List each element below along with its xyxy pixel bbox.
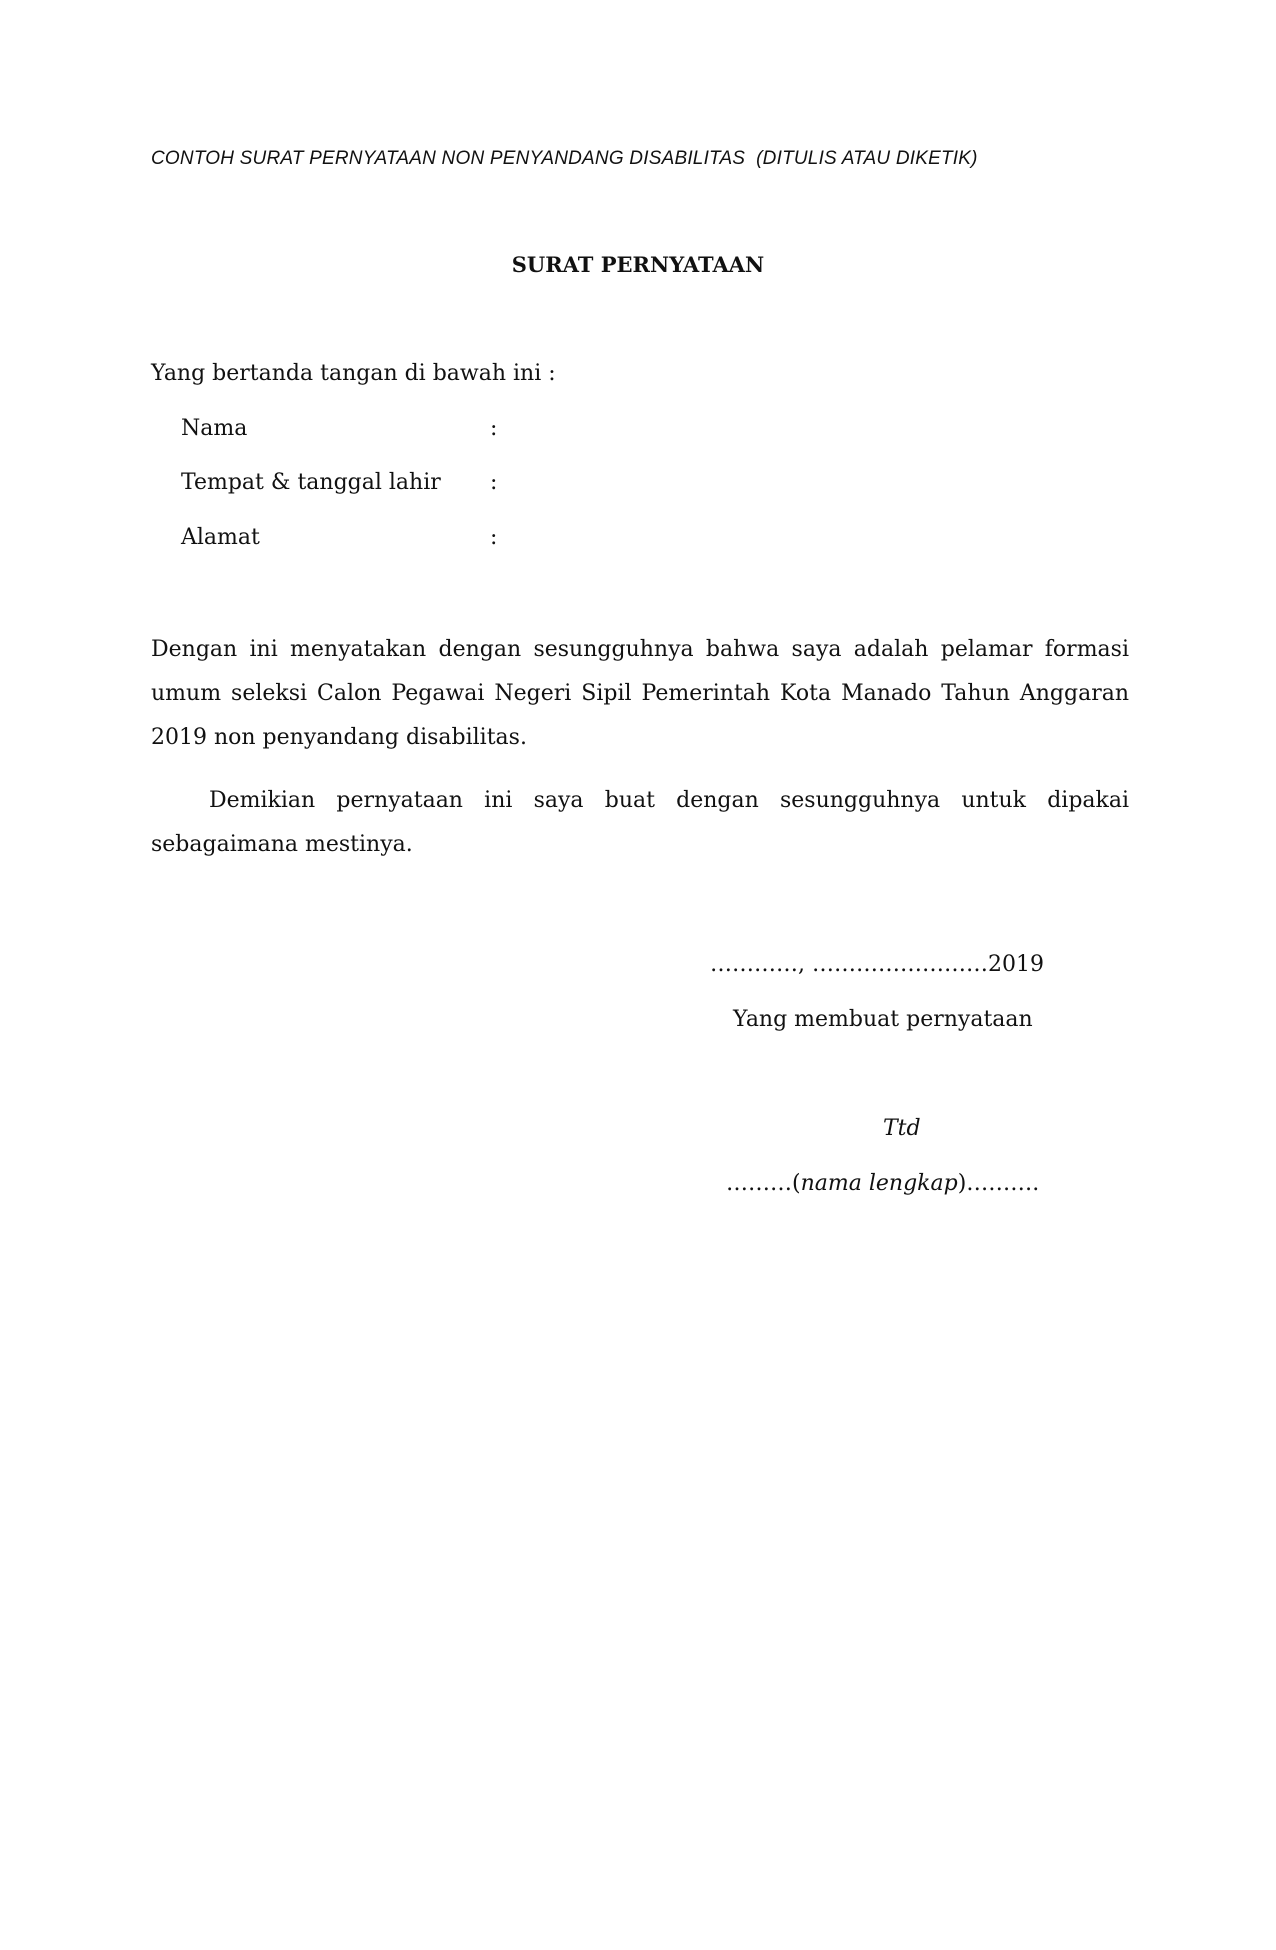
signature-maker-label: Yang membuat pernyataan [733, 1007, 1033, 1032]
header-note: CONTOH SURAT PERNYATAAN NON PENYANDANG DISABILITAS (DITULIS ATAU DIKETIK) [151, 148, 978, 169]
field-row-alamat [181, 525, 581, 555]
field-colon: : [490, 470, 498, 495]
statement-paragraph: Dengan ini menyatakan dengan sesungguhnya bahwa saya adalah pelamar formasi umum seleksi Calon Pegawai Negeri Sipil Pemerintah Kota Manado Tahun Anggaran 2019 non penyandang disabilitas. [151, 637, 1129, 750]
closing-paragraph: Demikian pernyataan ini saya buat dengan sesungguhnya untuk dipakai sebagaimana mestinya. [151, 788, 1129, 857]
field-colon: : [490, 525, 498, 550]
name-placeholder: nama lengkap [800, 1171, 958, 1196]
field-row-tempat-tanggal-lahir [181, 470, 581, 500]
signature-date-line: …………, ……………………2019 [710, 952, 1044, 977]
field-label-alamat: Alamat [181, 525, 260, 550]
field-label-tempat-tanggal-lahir: Tempat & tanggal lahir [181, 470, 441, 495]
field-colon: : [490, 416, 498, 441]
field-label-nama: Nama [181, 416, 248, 441]
name-prefix: ………( [726, 1171, 801, 1196]
signature-name-line [726, 1171, 1039, 1196]
signature-ttd: Ttd [883, 1116, 921, 1141]
name-suffix: )………. [957, 1171, 1040, 1196]
intro-text: Yang bertanda tangan di bawah ini : [151, 361, 556, 386]
document-title: SURAT PERNYATAAN [511, 252, 765, 277]
field-row-nama [181, 416, 581, 446]
